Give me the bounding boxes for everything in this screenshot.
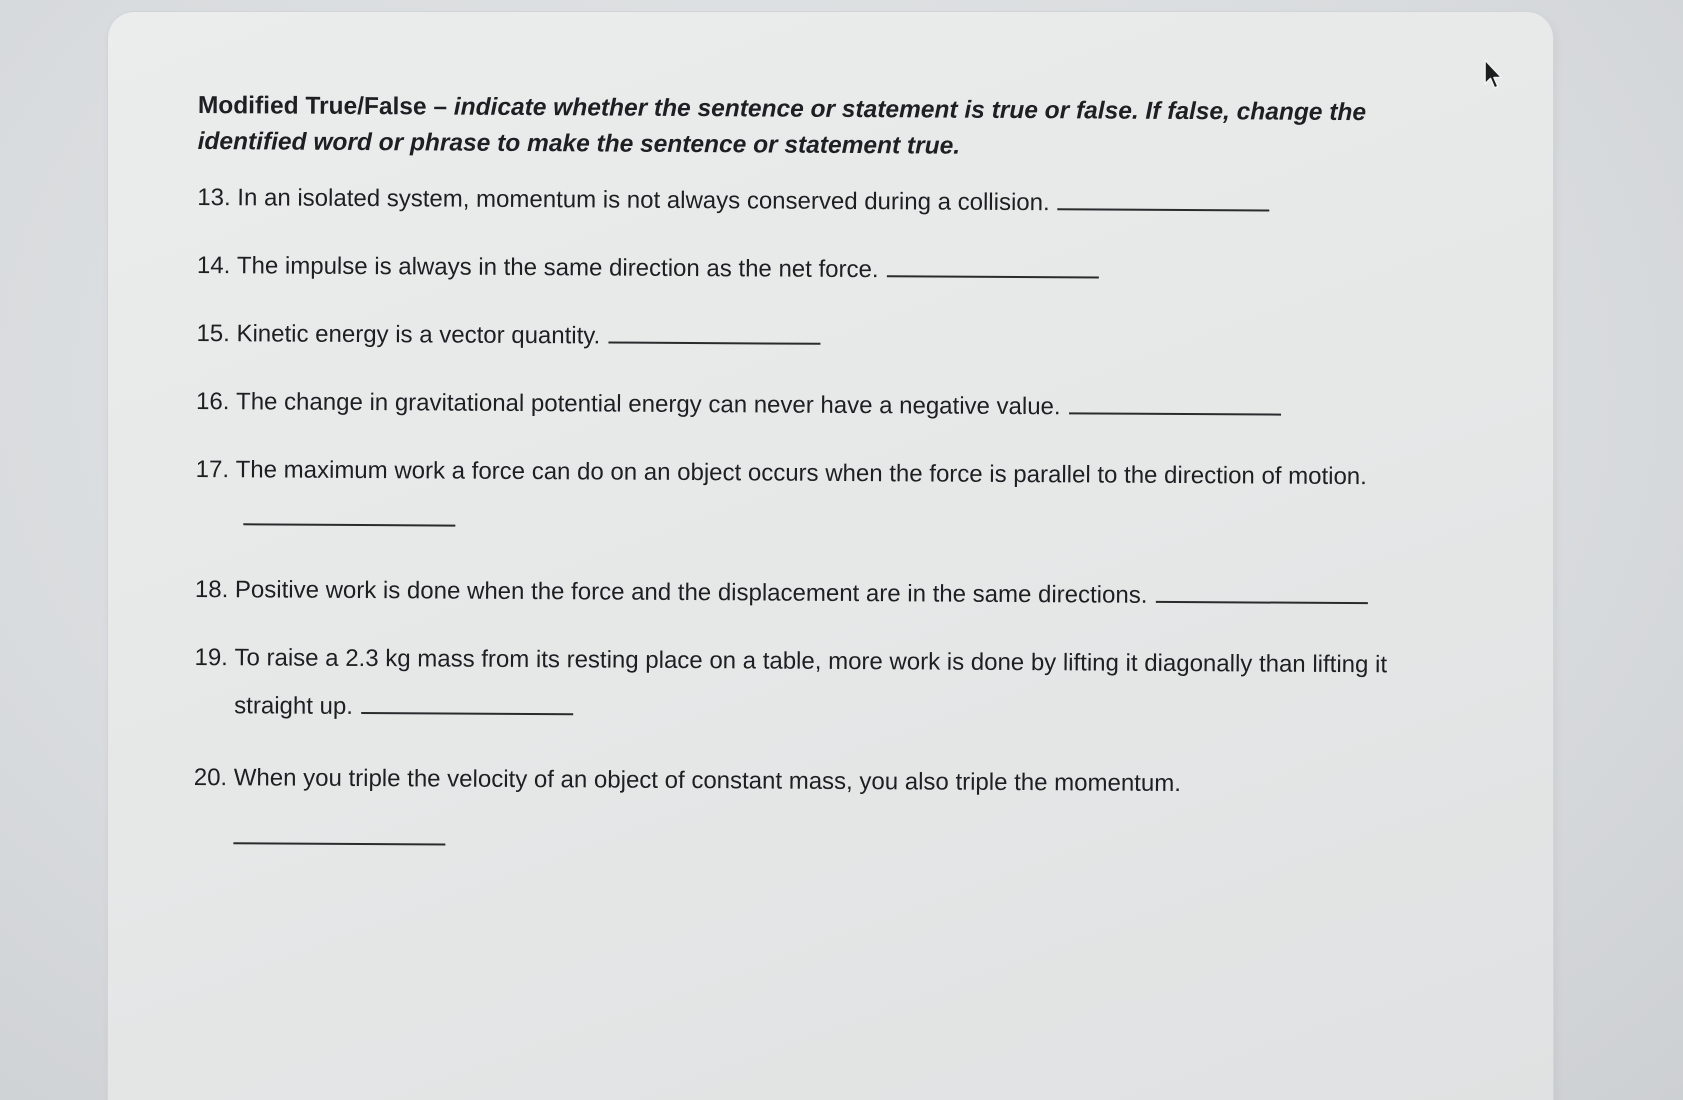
- answer-blank[interactable]: [233, 816, 445, 845]
- question-16: [196, 378, 1456, 434]
- answer-blank[interactable]: [1155, 575, 1367, 604]
- answer-blank[interactable]: [1069, 386, 1281, 415]
- question-text: [235, 446, 1386, 549]
- worksheet-content: [193, 88, 1458, 852]
- instructions-heading: Modified True/False –: [197, 91, 454, 121]
- answer-blank[interactable]: [243, 497, 455, 526]
- question-statement: When you triple the velocity of an object of constant mass, you also triple the momentum.: [233, 764, 1181, 798]
- question-15: [196, 310, 1456, 366]
- question-statement: The impulse is always in the same direction as the net force.: [236, 252, 879, 284]
- question-number: 20.: [193, 763, 228, 792]
- question-number: 13.: [197, 183, 231, 212]
- question-text: [236, 378, 1456, 433]
- question-number: 19.: [194, 643, 228, 672]
- mouse-pointer-icon: [1482, 58, 1504, 92]
- question-13: [197, 174, 1457, 230]
- question-17: [195, 446, 1386, 549]
- question-text: [237, 174, 1457, 229]
- question-number: 17.: [195, 455, 230, 484]
- question-text: [233, 754, 1454, 851]
- question-18: [195, 566, 1455, 622]
- question-number: 18.: [194, 575, 229, 604]
- answer-blank[interactable]: [886, 249, 1098, 278]
- question-statement: Kinetic energy is a vector quantity.: [236, 320, 601, 350]
- question-statement: In an isolated system, momentum is not always conserved during a collision.: [237, 184, 1050, 217]
- question-number: 15.: [196, 319, 230, 348]
- question-statement: To raise a 2.3 kg mass from its resting place on a table, more work is done by lifting it diagonally than lifting it straight up.: [234, 644, 1388, 720]
- answer-blank[interactable]: [1058, 182, 1270, 211]
- question-text: [237, 242, 1457, 297]
- answer-blank[interactable]: [361, 686, 573, 715]
- question-statement: Positive work is done when the force and the displacement are in the same directions.: [234, 576, 1148, 609]
- answer-blank[interactable]: [608, 316, 820, 345]
- question-20: [193, 754, 1454, 852]
- question-text: [235, 566, 1455, 621]
- instructions-text: indicate whether the sentence or statement is true or false. If false, change the identified word or phrase to make the sentence or statement true.: [197, 93, 1367, 160]
- question-statement: The maximum work a force can do on an object occurs when the force is parallel to the direction of motion.: [235, 456, 1367, 491]
- question-19: [194, 634, 1395, 737]
- question-text: [234, 634, 1395, 737]
- question-number: 16.: [196, 387, 230, 416]
- question-14: [197, 242, 1457, 298]
- question-number: 14.: [196, 251, 231, 280]
- question-text: [236, 310, 1456, 365]
- question-statement: The change in gravitational potential energy can never have a negative value.: [236, 388, 1061, 421]
- instructions: [198, 88, 1458, 168]
